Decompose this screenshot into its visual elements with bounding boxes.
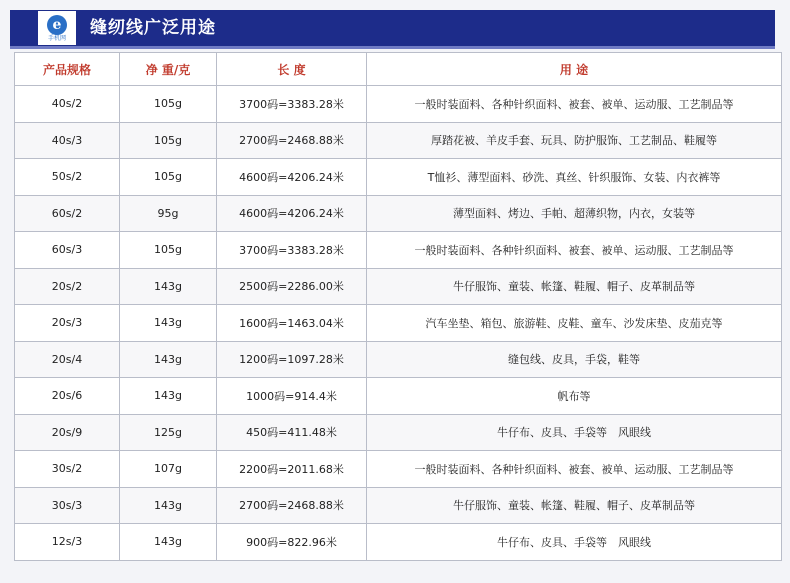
table-row — [15, 487, 782, 524]
cell-usage: 一般时装面料、各种针织面料、被套、被单、运动服、工艺制品等 — [367, 86, 782, 123]
table-row — [15, 414, 782, 451]
cell-spec: 60s/2 — [15, 195, 120, 232]
column-header-spec: 产品规格 — [15, 53, 120, 86]
cell-spec: 20s/4 — [15, 341, 120, 378]
table-header-row — [15, 53, 782, 86]
cell-weight: 105g — [120, 122, 217, 159]
cell-weight: 105g — [120, 232, 217, 269]
cell-length: 3700码=3383.28米 — [217, 232, 367, 269]
cell-length: 4600码=4206.24米 — [217, 195, 367, 232]
table-row — [15, 159, 782, 196]
cell-length: 1200码=1097.28米 — [217, 341, 367, 378]
cell-length: 2700码=2468.88米 — [217, 487, 367, 524]
cell-usage: 厚踏花被、羊皮手套、玩具、防护服饰、工艺制品、鞋履等 — [367, 122, 782, 159]
cell-spec: 20s/2 — [15, 268, 120, 305]
cell-weight: 143g — [120, 305, 217, 342]
table-row — [15, 195, 782, 232]
cell-spec: 12s/3 — [15, 524, 120, 561]
cell-spec: 40s/2 — [15, 86, 120, 123]
table-row — [15, 341, 782, 378]
table-row — [15, 232, 782, 269]
cell-length: 450码=411.48米 — [217, 414, 367, 451]
cell-usage: 一般时装面料、各种针织面料、被套、被单、运动服、工艺制品等 — [367, 451, 782, 488]
table-row — [15, 122, 782, 159]
cell-length: 1600码=1463.04米 — [217, 305, 367, 342]
cell-usage: T恤衫、薄型面料、砂洗、真丝、针织服饰、女装、内衣裤等 — [367, 159, 782, 196]
table-row — [15, 524, 782, 561]
cell-weight: 143g — [120, 378, 217, 415]
cell-length: 3700码=3383.28米 — [217, 86, 367, 123]
cell-spec: 30s/2 — [15, 451, 120, 488]
table-row — [15, 305, 782, 342]
cell-usage: 缝包线、皮具，手袋，鞋等 — [367, 341, 782, 378]
logo-e-icon: e — [47, 15, 67, 35]
cell-weight: 107g — [120, 451, 217, 488]
cell-length: 4600码=4206.24米 — [217, 159, 367, 196]
cell-usage: 牛仔服饰、童装、帐篷、鞋履、帽子、皮革制品等 — [367, 487, 782, 524]
cell-weight: 143g — [120, 524, 217, 561]
table-row — [15, 451, 782, 488]
brand-logo — [38, 11, 76, 45]
table-row — [15, 86, 782, 123]
title-banner — [10, 10, 775, 49]
cell-usage: 牛仔布、皮具、手袋等 风眼线 — [367, 414, 782, 451]
cell-weight: 105g — [120, 86, 217, 123]
table-row — [15, 378, 782, 415]
cell-spec: 20s/3 — [15, 305, 120, 342]
cell-usage: 牛仔服饰、童装、帐篷、鞋履、帽子、皮革制品等 — [367, 268, 782, 305]
cell-length: 1000码=914.4米 — [217, 378, 367, 415]
cell-usage: 汽车坐垫、箱包、旅游鞋、皮鞋、童车、沙发床垫、皮茄克等 — [367, 305, 782, 342]
column-header-weight: 净 重/克 — [120, 53, 217, 86]
cell-weight: 105g — [120, 159, 217, 196]
cell-weight: 143g — [120, 487, 217, 524]
cell-spec: 30s/3 — [15, 487, 120, 524]
cell-spec: 40s/3 — [15, 122, 120, 159]
page-title: 缝纫线广泛用途 — [90, 18, 216, 38]
cell-weight: 95g — [120, 195, 217, 232]
cell-spec: 20s/9 — [15, 414, 120, 451]
cell-length: 900码=822.96米 — [217, 524, 367, 561]
cell-weight: 143g — [120, 341, 217, 378]
cell-weight: 125g — [120, 414, 217, 451]
cell-usage: 牛仔布、皮具、手袋等 风眼线 — [367, 524, 782, 561]
cell-length: 2700码=2468.88米 — [217, 122, 367, 159]
spec-table — [14, 52, 782, 561]
logo-text: 手机网 — [47, 34, 66, 42]
column-header-usage: 用 途 — [367, 53, 782, 86]
cell-usage: 薄型面料、烤边、手帕、超薄织物，内衣，女装等 — [367, 195, 782, 232]
cell-spec: 60s/3 — [15, 232, 120, 269]
column-header-length: 长 度 — [217, 53, 367, 86]
table-row — [15, 268, 782, 305]
cell-weight: 143g — [120, 268, 217, 305]
cell-usage: 一般时装面料、各种针织面料、被套、被单、运动服、工艺制品等 — [367, 232, 782, 269]
cell-spec: 50s/2 — [15, 159, 120, 196]
cell-usage: 帆布等 — [367, 378, 782, 415]
cell-length: 2200码=2011.68米 — [217, 451, 367, 488]
cell-length: 2500码=2286.00米 — [217, 268, 367, 305]
cell-spec: 20s/6 — [15, 378, 120, 415]
